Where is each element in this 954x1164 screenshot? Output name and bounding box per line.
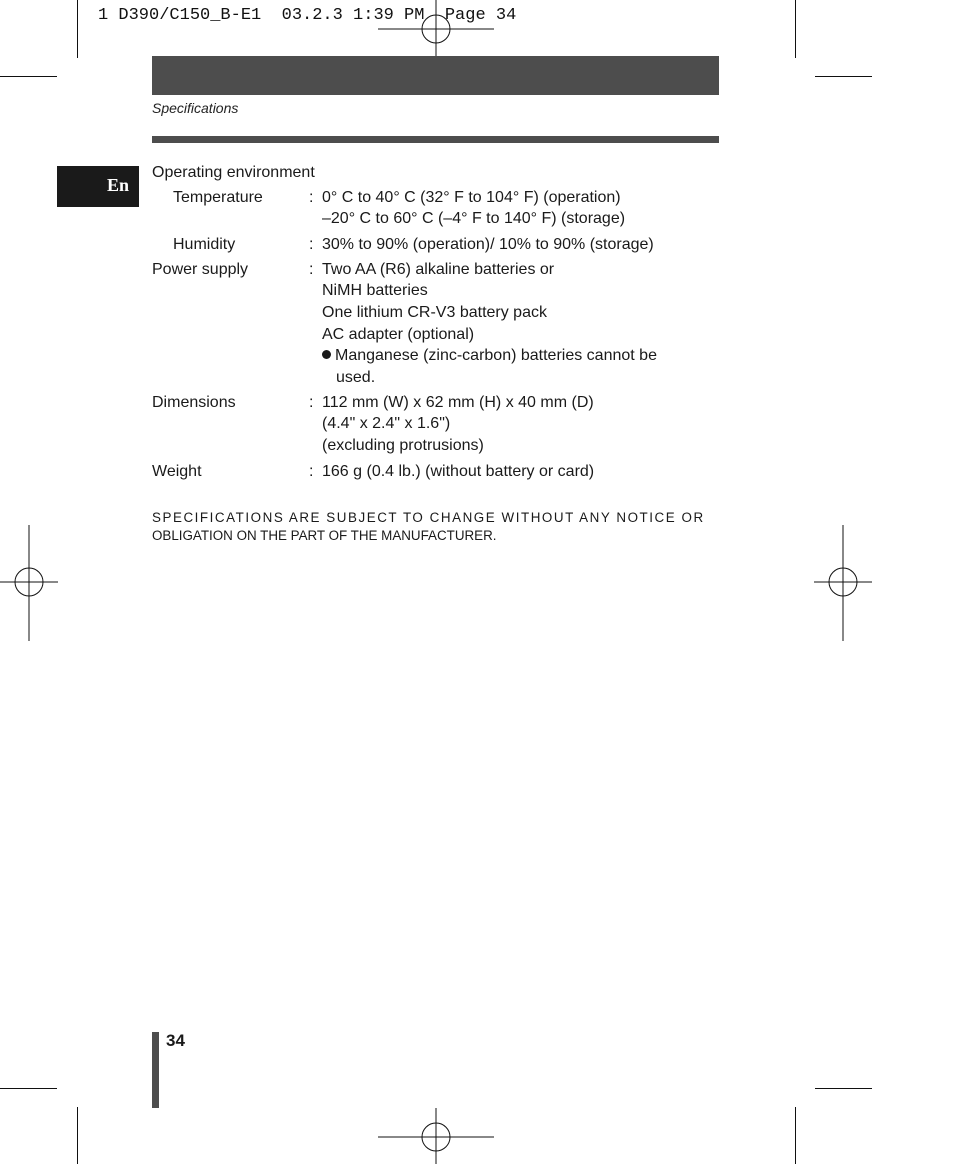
temperature-storage: –20° C to 60° C (–4° F to 140° F) (storage): [322, 210, 626, 227]
print-slug: 1 D390/C150_B-E1 03.2.3 1:39 PM Page 34: [98, 6, 517, 25]
humidity-label: Humidity: [173, 236, 236, 253]
temperature-label: Temperature: [173, 189, 263, 206]
crop-mark: [815, 76, 872, 77]
crop-mark: [77, 0, 78, 58]
crop-mark: [815, 1088, 872, 1089]
colon: :: [309, 394, 314, 411]
power-supply-note: [322, 346, 657, 366]
dimensions-line: (4.4" x 2.4" x 1.6"): [322, 415, 451, 432]
page-number: 34: [166, 1031, 185, 1050]
registration-mark-left: [0, 525, 58, 641]
crop-mark: [795, 0, 796, 58]
weight-value: 166 g (0.4 lb.) (without battery or card): [322, 463, 595, 480]
notice-line: OBLIGATION ON THE PART OF THE MANUFACTURER.: [152, 528, 497, 543]
page-number-bar: [152, 1032, 159, 1108]
crop-mark: [0, 76, 57, 77]
dimensions-line: (excluding protrusions): [322, 437, 484, 454]
crop-mark: [795, 1107, 796, 1164]
registration-mark-bottom: [378, 1108, 494, 1164]
dimensions-line: 112 mm (W) x 62 mm (H) x 40 mm (D): [322, 394, 594, 411]
colon: :: [309, 463, 314, 480]
colon: :: [309, 236, 314, 253]
temperature-operation: 0° C to 40° C (32° F to 104° F) (operation): [322, 189, 621, 206]
language-tab: [57, 166, 139, 207]
header-bar: [152, 56, 719, 95]
crop-mark: [0, 1088, 57, 1089]
language-tab-label: En: [106, 175, 129, 195]
power-supply-label: Power supply: [152, 261, 249, 278]
crop-mark: [77, 1107, 78, 1164]
colon: :: [309, 189, 314, 206]
power-supply-note-text: Manganese (zinc-carbon) batteries cannot be: [335, 347, 657, 364]
header-rule: [152, 136, 719, 143]
colon: :: [309, 261, 314, 278]
section-title: Specifications: [152, 100, 239, 116]
power-supply-note-continued: used.: [336, 369, 376, 386]
registration-mark-right: [814, 525, 872, 641]
operating-environment-label: Operating environment: [152, 164, 315, 181]
humidity-value: 30% to 90% (operation)/ 10% to 90% (storage): [322, 236, 654, 253]
notice-line: SPECIFICATIONS ARE SUBJECT TO CHANGE WITHOUT ANY NOTICE OR: [152, 510, 705, 525]
weight-label: Weight: [152, 463, 202, 480]
dimensions-label: Dimensions: [152, 394, 236, 411]
power-supply-line: Two AA (R6) alkaline batteries or: [322, 261, 555, 278]
power-supply-line: NiMH batteries: [322, 282, 428, 299]
power-supply-line: AC adapter (optional): [322, 326, 475, 343]
bullet-icon: [322, 350, 331, 359]
power-supply-line: One lithium CR-V3 battery pack: [322, 304, 547, 321]
